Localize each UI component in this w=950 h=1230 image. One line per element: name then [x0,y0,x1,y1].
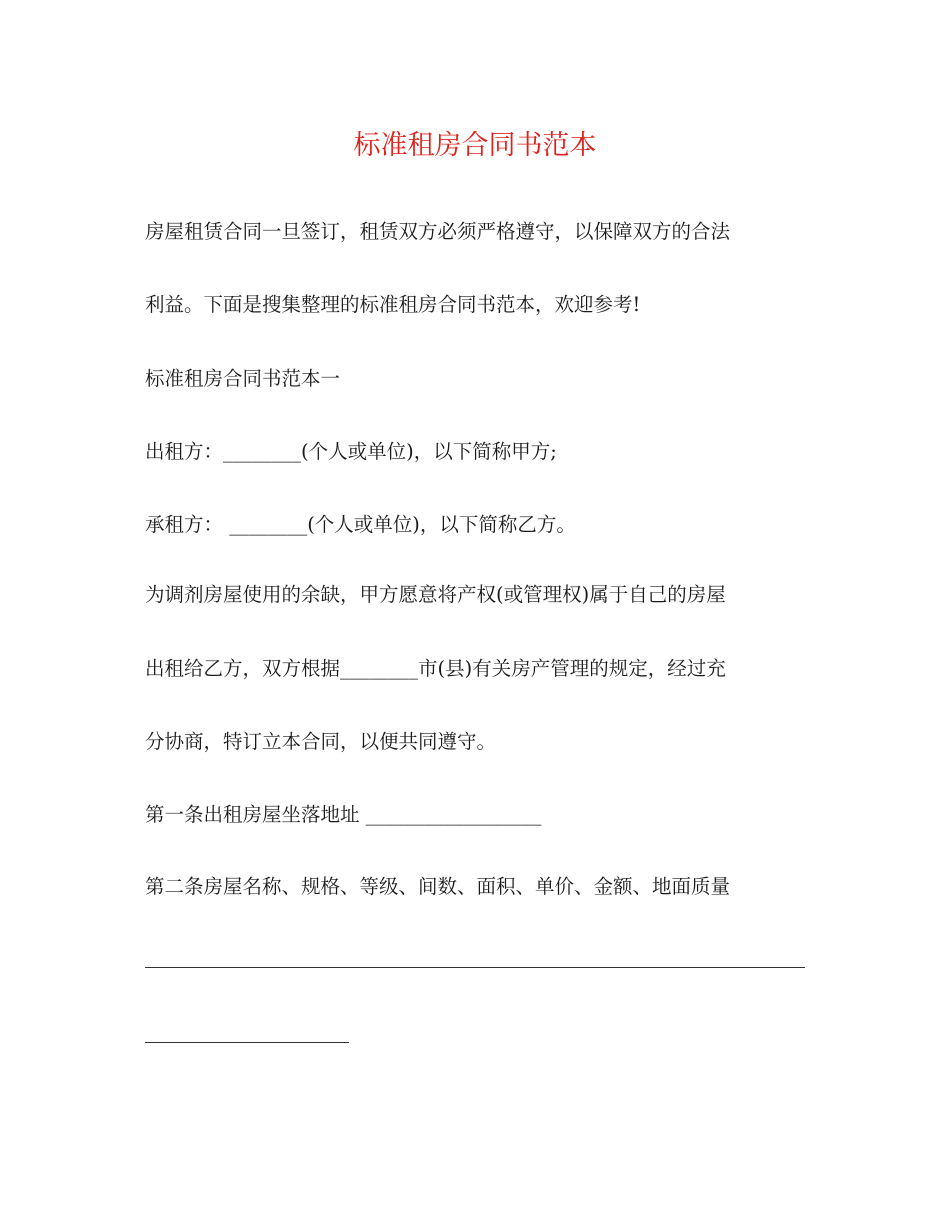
fill-in-blank-line [145,967,805,968]
article-two-line: 第二条房屋名称、规格、等级、间数、面积、单价、金额、地面质量 [145,875,731,898]
document-title: 标准租房合同书范本 [353,130,597,161]
fill-in-blank-line [145,1042,349,1043]
section-heading: 标准租房合同书范本一 [145,367,341,390]
paragraph-line: 利益。下面是搜集整理的标准租房合同书范本，欢迎参考! [145,293,641,316]
paragraph-line: 房屋租赁合同一旦签订，租赁双方必须严格遵守，以保障双方的合法 [145,220,731,243]
article-one-line: 第一条出租房屋坐落地址 __________________ [145,803,542,826]
paragraph-line: 出租给乙方，双方根据________市(县)有关房产管理的规定，经过充 [145,657,726,680]
lessor-line: 出租方：________(个人或单位)，以下简称甲方; [145,440,557,463]
lessee-line: 承租方： ________(个人或单位)，以下简称乙方。 [145,513,576,536]
paragraph-line: 分协商，特订立本合同，以便共同遵守。 [145,730,497,753]
paragraph-line: 为调剂房屋使用的余缺，甲方愿意将产权(或管理权)属于自己的房屋 [145,583,726,606]
